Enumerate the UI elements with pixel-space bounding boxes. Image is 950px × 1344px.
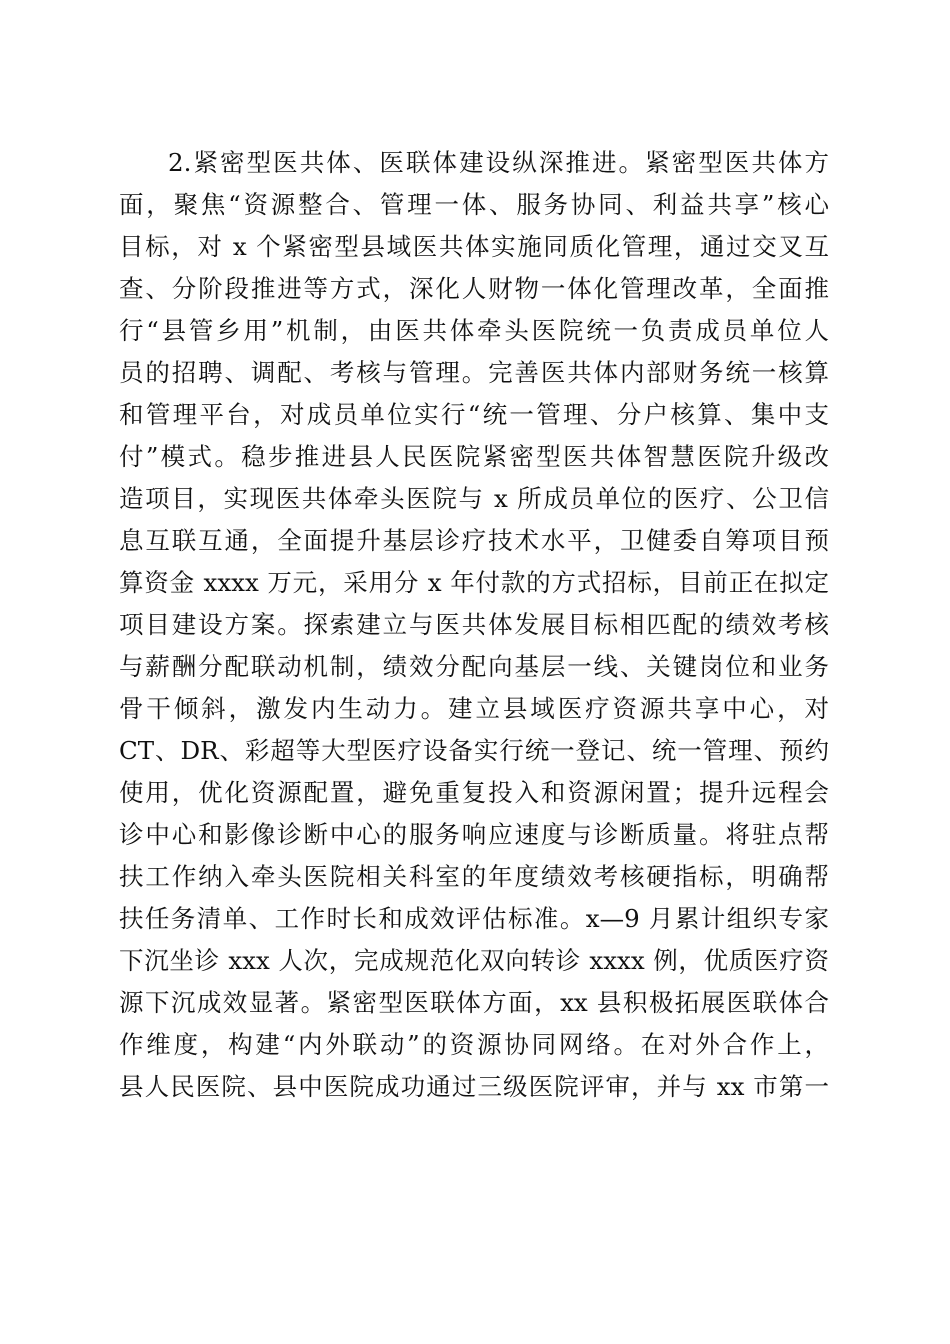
paragraph-line: 行“县管乡用”机制，由医共体牵头医院统一负责成员单位人 <box>119 316 829 345</box>
paragraph-line: 骨干倾斜，激发内生动力。建立县域医疗资源共享中心，对 <box>119 694 829 723</box>
paragraph-line: 扶工作纳入牵头医院相关科室的年度绩效考核硬指标，明确帮 <box>119 862 829 891</box>
body-paragraph <box>119 142 829 1108</box>
paragraph-line: 与薪酬分配联动机制，绩效分配向基层一线、关键岗位和业务 <box>119 652 829 681</box>
paragraph-line: 面，聚焦“资源整合、管理一体、服务协同、利益共享”核心 <box>119 190 829 219</box>
paragraph-line: 项目建设方案。探索建立与医共体发展目标相匹配的绩效考核 <box>119 610 829 639</box>
paragraph-line: 县人民医院、县中医院成功通过三级医院评审，并与 xx 市第一 <box>119 1072 829 1101</box>
paragraph-line: 使用，优化资源配置，避免重复投入和资源闲置；提升远程会 <box>119 778 829 807</box>
paragraph-line: 息互联互通，全面提升基层诊疗技术水平，卫健委自筹项目预 <box>119 526 829 555</box>
paragraph-line: 扶任务清单、工作时长和成效评估标准。x—9 月累计组织专家 <box>119 904 829 933</box>
paragraph-line: 作维度，构建“内外联动”的资源协同网络。在对外合作上， <box>119 1030 829 1059</box>
paragraph-line: 源下沉成效显著。紧密型医联体方面，xx 县积极拓展医联体合 <box>119 988 829 1017</box>
paragraph-line: 2.紧密型医共体、医联体建设纵深推进。紧密型医共体方 <box>168 148 829 177</box>
paragraph-line: 查、分阶段推进等方式，深化人财物一体化管理改革，全面推 <box>119 274 829 303</box>
paragraph-line: CT、DR、彩超等大型医疗设备实行统一登记、统一管理、预约 <box>119 736 829 765</box>
paragraph-line: 和管理平台，对成员单位实行“统一管理、分户核算、集中支 <box>119 400 829 429</box>
paragraph-line: 造项目，实现医共体牵头医院与 x 所成员单位的医疗、公卫信 <box>119 484 829 513</box>
paragraph-line: 诊中心和影像诊断中心的服务响应速度与诊断质量。将驻点帮 <box>119 820 829 849</box>
paragraph-line: 下沉坐诊 xxx 人次，完成规范化双向转诊 xxxx 例，优质医疗资 <box>119 946 829 975</box>
paragraph-line: 目标，对 x 个紧密型县域医共体实施同质化管理，通过交叉互 <box>119 232 829 261</box>
paragraph-line: 算资金 xxxx 万元，采用分 x 年付款的方式招标，目前正在拟定 <box>119 568 829 597</box>
paragraph-line: 付”模式。稳步推进县人民医院紧密型医共体智慧医院升级改 <box>119 442 829 471</box>
paragraph-line: 员的招聘、调配、考核与管理。完善医共体内部财务统一核算 <box>119 358 829 387</box>
